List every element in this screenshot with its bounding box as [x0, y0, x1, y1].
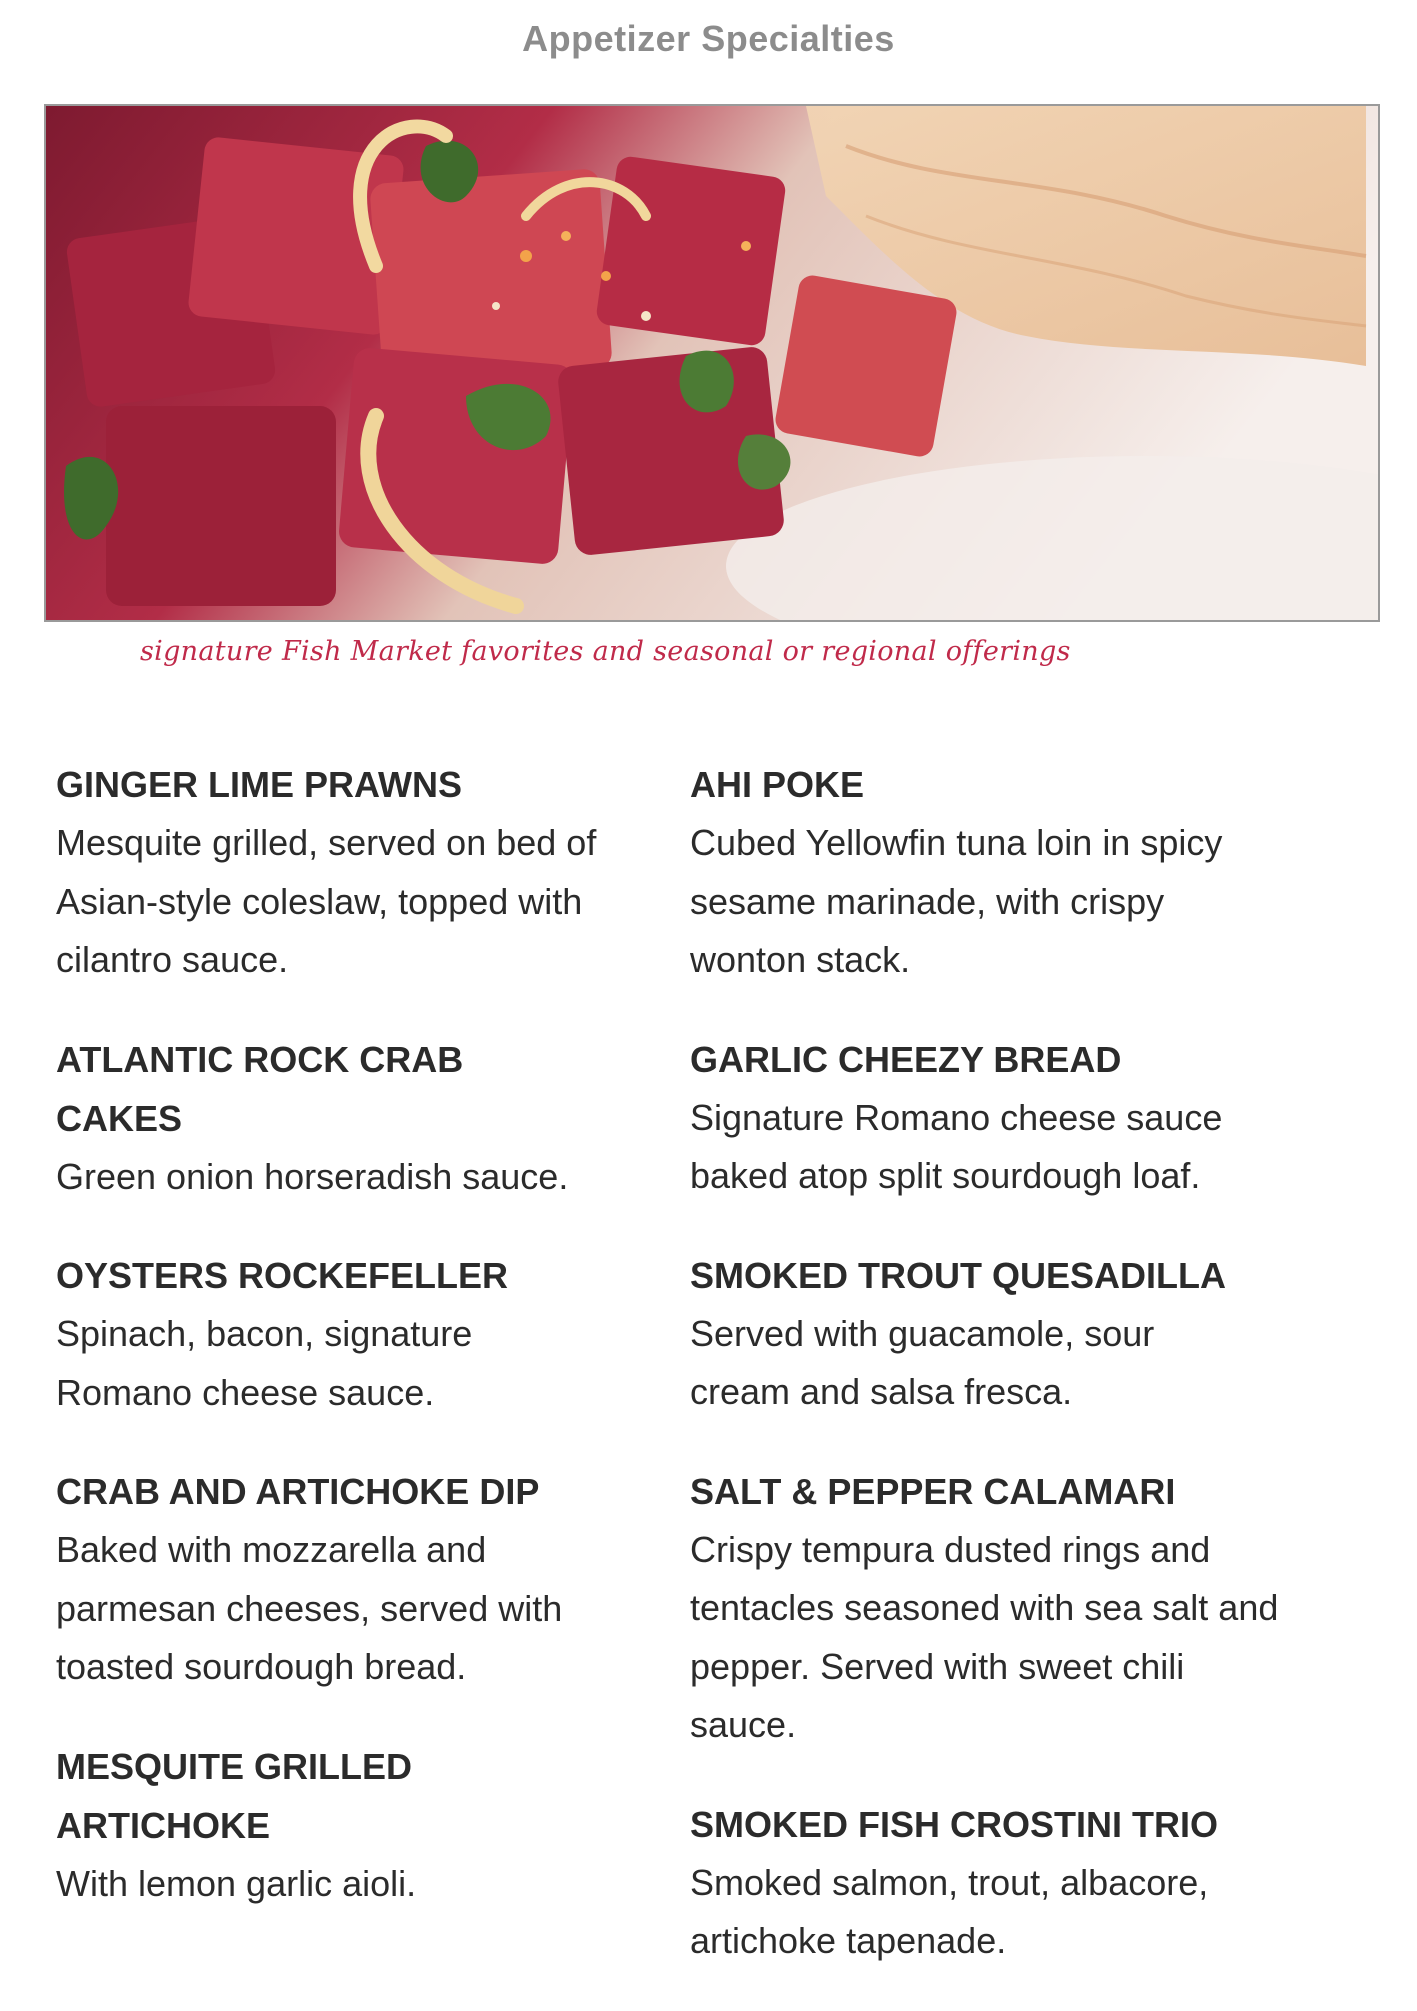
menu-item-description: Crispy tempura dusted rings and tentacles seasoned with sea salt and pepper. Served with sweet chili sauce. — [690, 1528, 1279, 1745]
menu-item-description: Mesquite grilled, served on bed of Asian-style coleslaw, topped with cilantro sauce. — [56, 822, 597, 980]
menu-item-name: GARLIC CHEEZY BREAD — [690, 1038, 1122, 1080]
menu-item-name: SMOKED TROUT QUESADILLA — [690, 1254, 1226, 1296]
menu-item-name: MESQUITE GRILLED ARTICHOKE — [56, 1745, 413, 1846]
menu-item-name: GINGER LIME PRAWNS — [56, 764, 463, 805]
menu-item-name: OYSTERS ROCKEFELLER — [56, 1255, 509, 1296]
menu-item-name: SALT & PEPPER CALAMARI — [690, 1470, 1176, 1512]
menu-column-right — [690, 755, 1300, 2011]
menu-item-name: SMOKED FISH CROSTINI TRIO — [690, 1803, 1219, 1845]
menu-item-name: CRAB AND ARTICHOKE DIP — [56, 1471, 540, 1512]
menu-item-description: Signature Romano cheese sauce baked atop split sourdough loaf. — [690, 1096, 1223, 1196]
menu-item — [690, 1030, 1300, 1206]
page-title: Appetizer Specialties — [522, 18, 895, 59]
menu-item-description: Served with guacamole, sour cream and salsa fresca. — [690, 1312, 1155, 1412]
menu-column-left — [56, 755, 666, 1953]
menu-item-description: With lemon garlic aioli. — [56, 1862, 417, 1904]
menu-item — [56, 1462, 666, 1697]
menu-item-description: Green onion horseradish sauce. — [56, 1155, 569, 1197]
menu-item — [690, 1246, 1300, 1422]
menu-item-description: Cubed Yellowfin tuna loin in spicy sesame marinade, with crispy wonton stack. — [690, 822, 1223, 980]
hero-food-image — [44, 104, 1380, 622]
menu-item-name: ATLANTIC ROCK CRAB CAKES — [56, 1038, 464, 1139]
ahi-poke-illustration — [46, 106, 1378, 620]
menu-item — [690, 1462, 1300, 1755]
menu-item — [56, 755, 666, 990]
menu-item — [56, 1246, 666, 1422]
menu-item-description: Baked with mozzarella and parmesan cheeses, served with toasted sourdough bread. — [56, 1529, 563, 1687]
menu-item — [690, 755, 1300, 990]
tagline: signature Fish Market favorites and seasonal or regional offerings — [140, 636, 1071, 667]
menu-item-description: Spinach, bacon, signature Romano cheese sauce. — [56, 1313, 473, 1413]
menu-item-name: AHI POKE — [690, 764, 865, 805]
menu-item — [690, 1795, 1300, 1971]
menu-item-description: Smoked salmon, trout, albacore, artichoke tapenade. — [690, 1861, 1209, 1961]
menu-item — [56, 1030, 666, 1207]
menu-item — [56, 1737, 666, 1914]
